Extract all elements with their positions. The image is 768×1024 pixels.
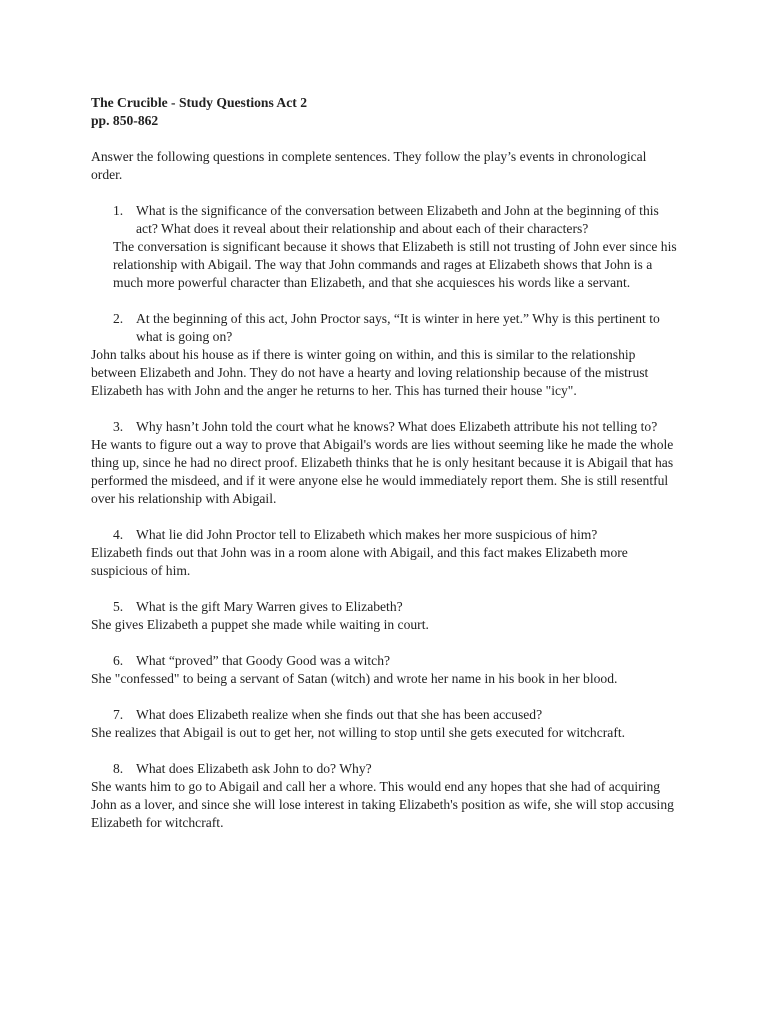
question-5 [91,598,681,616]
question-text: What does Elizabeth ask John to do? Why? [136,761,372,776]
answer-7: She realizes that Abigail is out to get her, not willing to stop until she gets executed for witchcraft. [91,725,626,740]
question-4 [91,526,681,544]
instructions-paragraph: Answer the following questions in complete sentences. They follow the play’s events in chronological order. [91,149,647,182]
question-1 [91,202,681,238]
answer-2: John talks about his house as if there is winter going on within, and this is similar to the relationship between Elizabeth and John. They do not have a hearty and loving relationship because of the mistrust Elizabeth has with John and the anger he returns to her. This has turned their house "icy". [91,347,649,398]
question-text: Why hasn’t John told the court what he knows? What does Elizabeth attribute his not telling to? [136,419,658,434]
question-3 [91,418,681,436]
answer-6: She "confessed" to being a servant of Satan (witch) and wrote her name in his book in her blood. [91,671,618,686]
question-8 [91,760,681,778]
answer-5: She gives Elizabeth a puppet she made while waiting in court. [91,617,429,632]
page-range: pp. 850-862 [91,113,159,128]
document-title: The Crucible - Study Questions Act 2 [91,95,308,110]
answer-3: He wants to figure out a way to prove that Abigail's words are lies without seeming like he made the whole thing up, since he had no direct proof. Elizabeth thinks that he is only hesitant because it is Abigail that has performed the misdeed, and if it were anyone else he would immediately report them. She is still resentful over his relationship with Abigail. [91,437,674,506]
question-text: What does Elizabeth realize when she finds out that she has been accused? [136,707,543,722]
question-text: What “proved” that Goody Good was a witch? [136,653,391,668]
question-number: 2. [113,311,124,326]
answer-8: She wants him to go to Abigail and call her a whore. This would end any hopes that she had of acquiring John as a lover, and since she will lose interest in taking Elizabeth's position as wife, she will stop accusing Elizabeth for witchcraft. [91,779,674,830]
document-body [91,94,681,832]
question-number: 4. [113,527,124,542]
question-7 [91,706,681,724]
question-text: What is the gift Mary Warren gives to Elizabeth? [136,599,403,614]
question-text: At the beginning of this act, John Proctor says, “It is winter in here yet.” Why is this pertinent to what is going on? [136,311,660,344]
question-number: 5. [113,599,124,614]
answer-4: Elizabeth finds out that John was in a room alone with Abigail, and this fact makes Elizabeth more suspicious of him. [91,545,628,578]
question-number: 3. [113,419,124,434]
answer-1: The conversation is significant because it shows that Elizabeth is still not trusting of John ever since his relationship with Abigail. The way that John commands and rages at Elizabeth shows that John is a much more powerful character than Elizabeth, and that she acquiesces his words like a servant. [113,239,677,290]
question-number: 6. [113,653,124,668]
question-6 [91,652,681,670]
question-number: 1. [113,203,124,218]
question-number: 7. [113,707,124,722]
question-number: 8. [113,761,124,776]
question-2 [91,310,681,346]
question-text: What lie did John Proctor tell to Elizabeth which makes her more suspicious of him? [136,527,598,542]
question-text: What is the significance of the conversation between Elizabeth and John at the beginning of this act? What does it reveal about their relationship and about each of their characters? [136,203,659,236]
